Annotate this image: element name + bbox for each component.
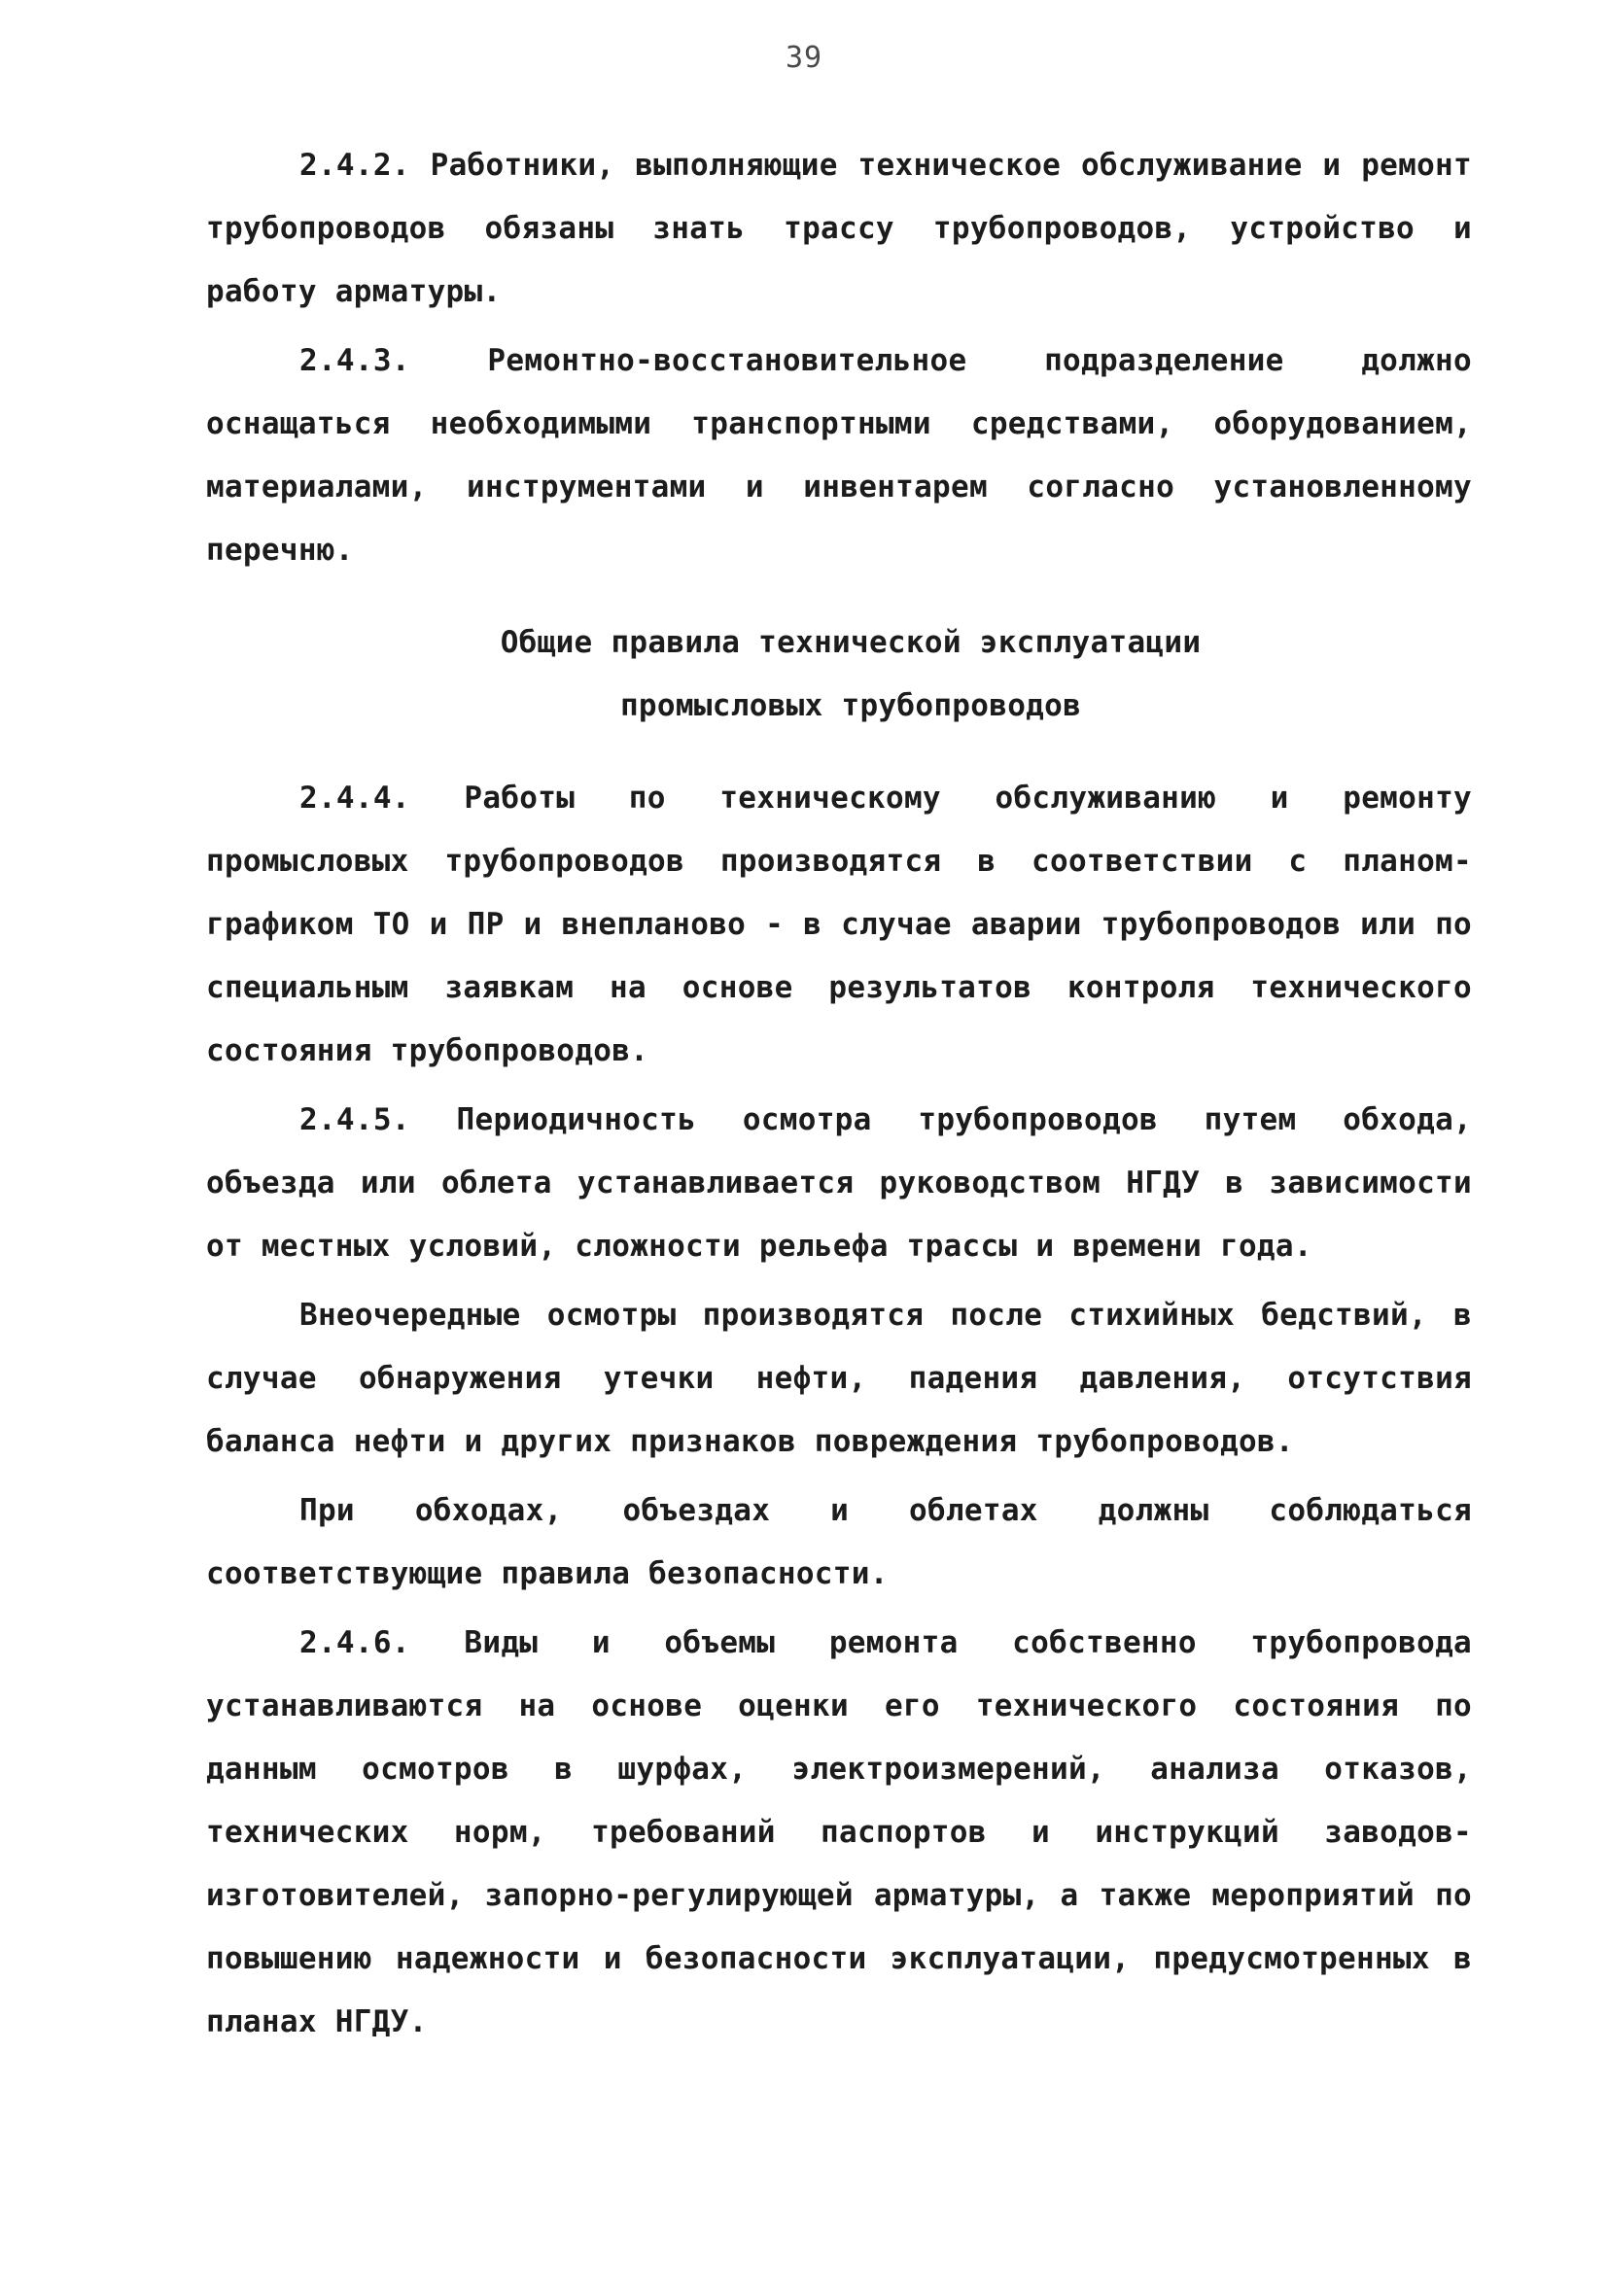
paragraph-2-4-4: 2.4.4. Работы по техническому обслуживанию и ремонту промысловых трубопроводов производятся в соответствии с планом-графиком ТО и ПР и внепланово - в случае аварии трубопроводов или по специальным заявкам на основе результатов контроля технического состояния трубопроводов. [206,781,1472,1068]
section-heading-line-1: Общие правила технической эксплуатации [500,625,1202,660]
page-number: 39 [785,41,823,75]
paragraph-2-4-5: 2.4.5. Периодичность осмотра трубопроводов путем обхода, объезда или облета устанавливается руководством НГДУ в зависимости от местных условий, сложности рельефа трассы и времени года. [206,1102,1472,1264]
paragraph-2-4-3: 2.4.3. Ремонтно-восстановительное подразделение должно оснащаться необходимыми транспортными средствами, оборудованием, материалами, инструментами и инвентарем согласно установленному перечню. [206,343,1472,568]
paragraph-2-4-6: 2.4.6. Виды и объемы ремонта собственно трубопровода устанавливаются на основе оценки его технического состояния по данным осмотров в шурфах, электроизмерений, анализа отказов, технических норм, требований паспортов и инструкций заводов-изготовителей, запорно-регулирующей арматуры, а также мероприятий по повышению надежности и безопасности эксплуатации, предусмотренных в планах НГДУ. [206,1625,1472,2039]
paragraph-2-4-2: 2.4.2. Работники, выполняющие техническое обслуживание и ремонт трубопроводов обязаны знать трассу трубопроводов, устройство и работу арматуры. [206,148,1472,309]
body-text [206,134,1472,2054]
section-heading [206,611,1472,738]
paragraph-2-4-5-safety: При обходах, объездах и облетах должны соблюдаться соответствующие правила безопасности. [206,1493,1472,1591]
section-heading-line-2: промысловых трубопроводов [619,688,1082,723]
paragraph-2-4-5-unscheduled: Внеочередные осмотры производятся после стихийных бедствий, в случае обнаружения утечки нефти, падения давления, отсутствия баланса нефти и других признаков повреждения трубопроводов. [206,1298,1472,1459]
